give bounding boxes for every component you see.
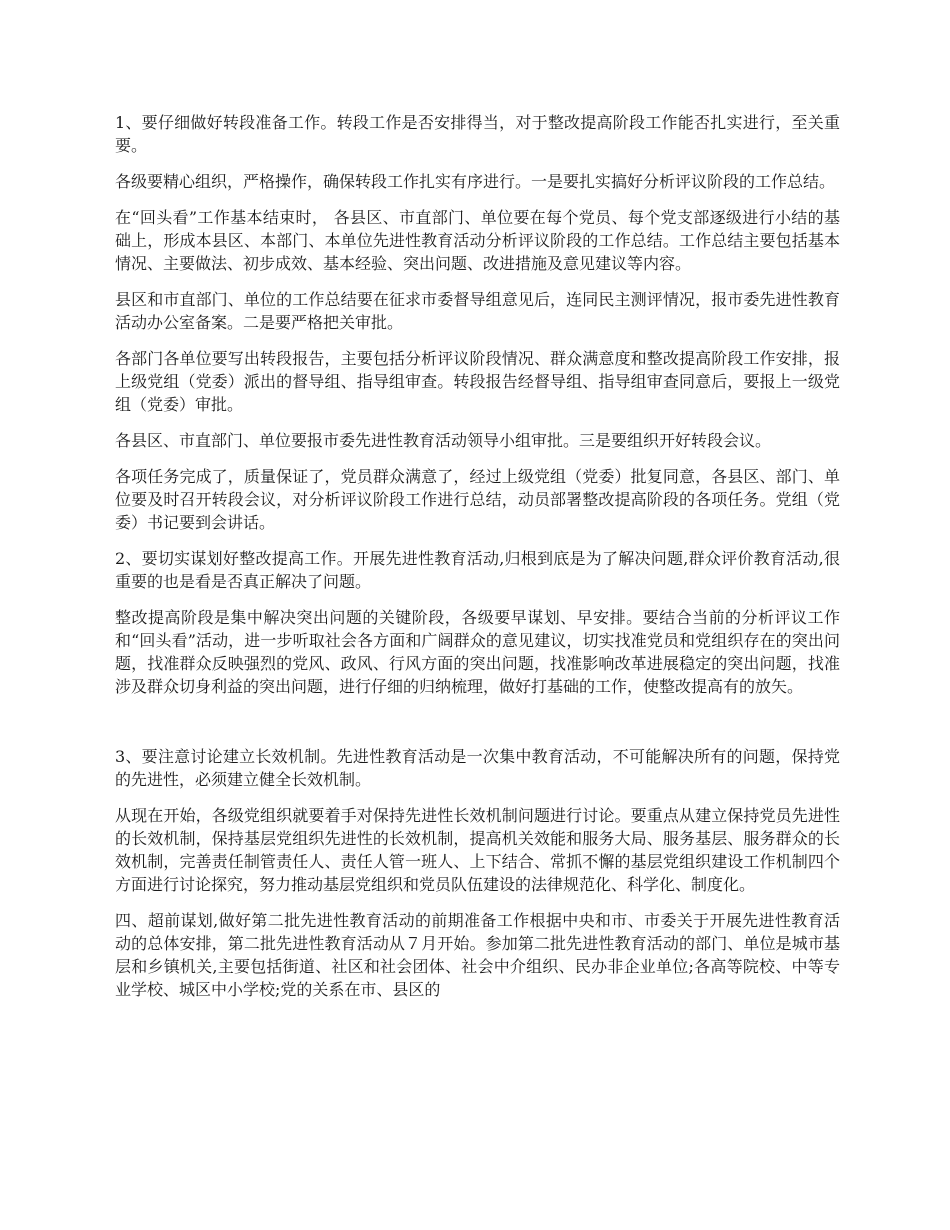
paragraph-10: 3、要注意讨论建立长效机制。先进性教育活动是一次集中教育活动，不可能解决所有的问题，保持党的先进性，必须建立健全长效机制。 — [115, 747, 840, 789]
section-gap — [115, 711, 840, 745]
paragraph-4: 县区和市直部门、单位的工作总结要在征求市委督导组意见后，连同民主测评情况，报市委先进性教育活动办公室备案。二是要严格把关审批。 — [115, 290, 840, 332]
paragraph-1: 1、要仔细做好转段准备工作。转段工作是否安排得当，对于整改提高阶段工作能否扎实进行，至关重要。 — [115, 113, 840, 155]
paragraph-3: 在“回头看”工作基本结束时， 各县区、市直部门、单位要在每个党员、每个党支部逐级进行小结的基础上，形成本县区、本部门、本单位先进性教育活动分析评议阶段的工作总结。工作总结主要包括基本情况、主要做法、初步成效、基本经验、突出问题、改进措施及意见建议等内容。 — [115, 208, 840, 273]
paragraph-12: 四、超前谋划,做好第二批先进性教育活动的前期准备工作根据中央和市、市委关于开展先进性教育活动的总体安排，第二批先进性教育活动从７月开始。参加第二批先进性教育活动的部门、单位是城市基层和乡镇机关,主要包括街道、社区和社会团体、社会中介组织、民办非企业单位;各高等院校、中等专业学校、城区中小学校;党的关系在市、县区的 — [115, 911, 840, 999]
paragraph-9: 整改提高阶段是集中解决突出问题的关键阶段，各级要早谋划、早安排。要结合当前的分析评议工作和“回头看”活动，进一步听取社会各方面和广阔群众的意见建议，切实找准党员和党组织存在的突出问题，找准群众反映强烈的党风、政风、行风方面的突出问题，找准影响改革进展稳定的突出问题，找准涉及群众切身利益的突出问题，进行仔细的归纳梳理，做好打基础的工作，使整改提高有的放矢。 — [115, 608, 840, 696]
paragraph-2: 各级要精心组织，严格操作，确保转段工作扎实有序进行。一是要扎实搞好分析评议阶段的工作总结。 — [115, 172, 836, 191]
document-body — [115, 111, 840, 1014]
paragraph-8: 2、要切实谋划好整改提高工作。开展先进性教育活动,归根到底是为了解决问题,群众评价教育活动,很重要的也是看是否真正解决了问题。 — [115, 549, 840, 591]
paragraph-6: 各县区、市直部门、单位要报市委先进性教育活动领导小组审批。三是要组织开好转段会议。 — [115, 431, 772, 450]
paragraph-7: 各项任务完成了，质量保证了，党员群众满意了，经过上级党组（党委）批复同意，各县区、部门、单位要及时召开转段会议，对分析评议阶段工作进行总结，动员部署整改提高阶段的各项任务。党组（党委）书记要到会讲话。 — [115, 467, 840, 532]
paragraph-5: 各部门各单位要写出转段报告，主要包括分析评议阶段情况、群众满意度和整改提高阶段工作安排，报上级党组（党委）派出的督导组、指导组审查。转段报告经督导组、指导组审查同意后，要报上一级党组（党委）审批。 — [115, 349, 840, 414]
paragraph-11: 从现在开始，各级党组织就要着手对保持先进性长效机制问题进行讨论。要重点从建立保持党员先进性的长效机制，保持基层党组织先进性的长效机制，提高机关效能和服务大局、服务基层、服务群众的长效机制，完善责任制管责任人、责任人管一班人、上下结合、常抓不懈的基层党组织建设工作机制四个方面进行讨论探究，努力推动基层党组织和党员队伍建设的法律规范化、科学化、制度化。 — [115, 806, 840, 894]
